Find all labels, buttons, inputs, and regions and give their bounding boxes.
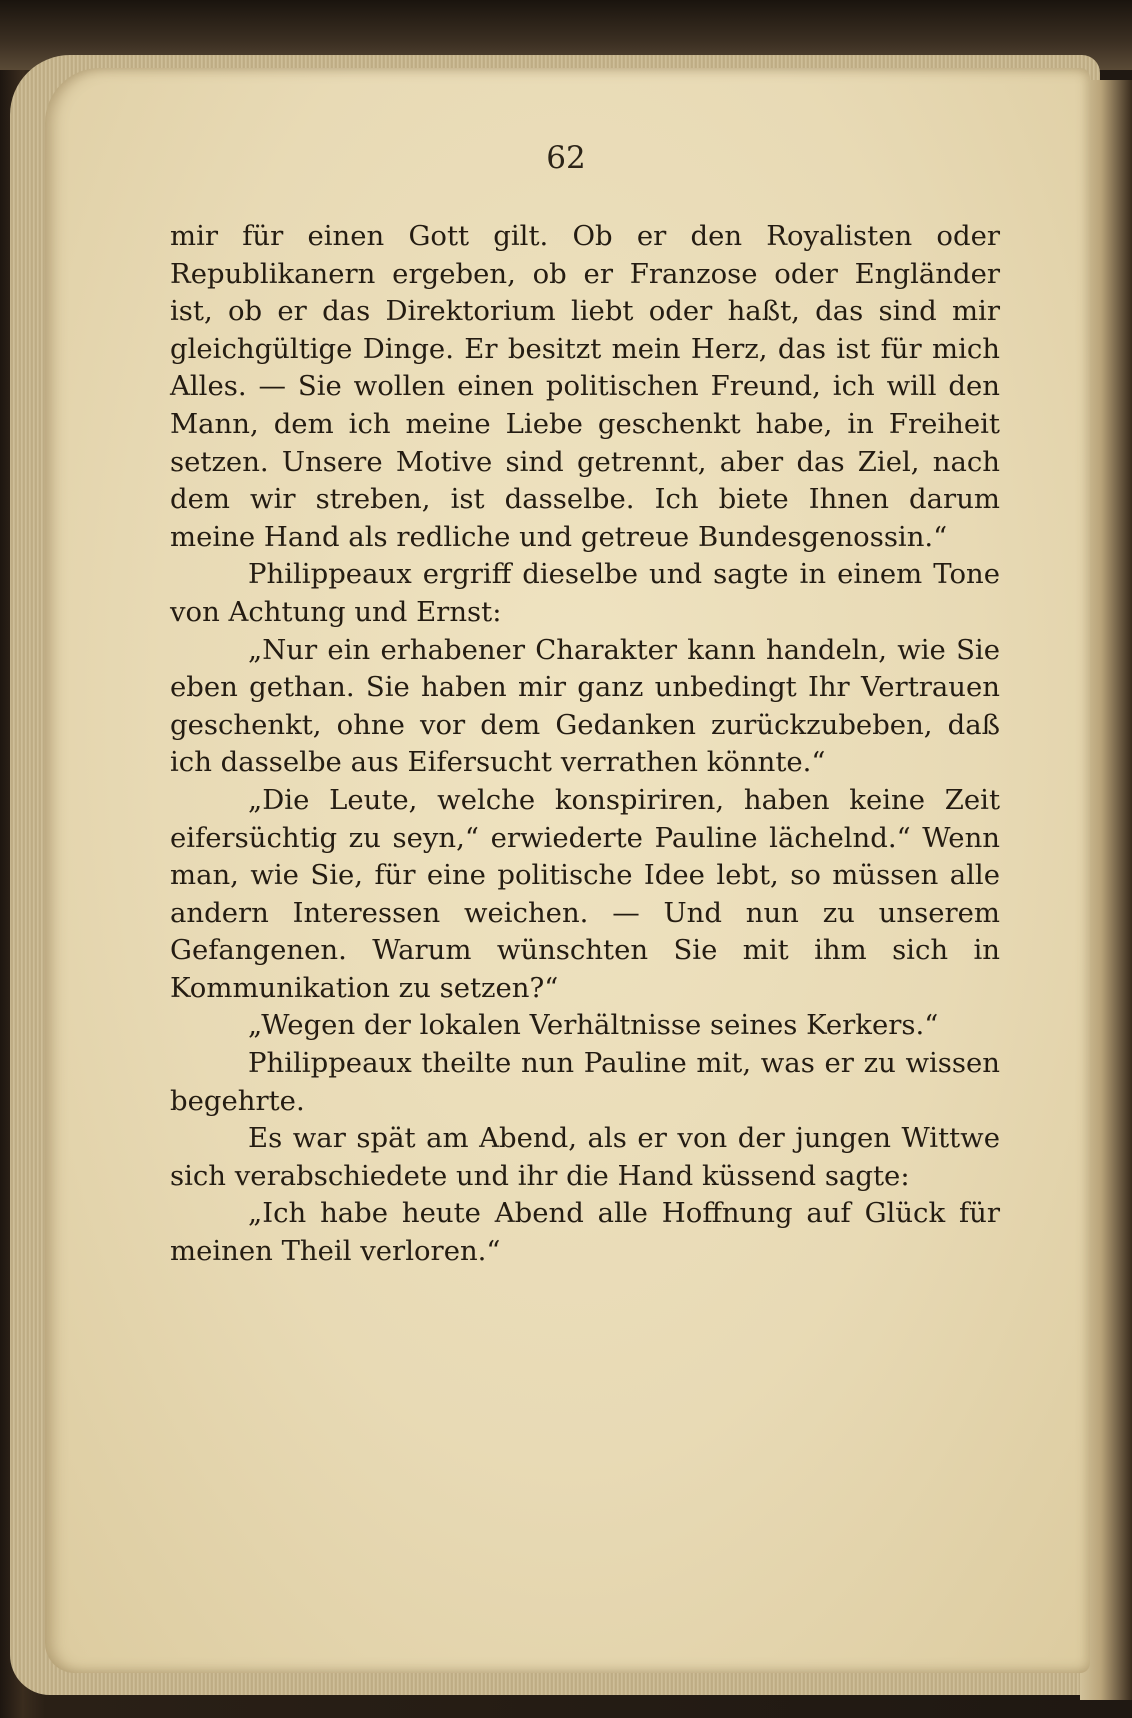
paragraph-4: „Die Leute, welche konspiriren, haben keine Zeit eifersüchtig zu seyn,“ erwiederte Pauline lächelnd.“ Wenn man, wie Sie, für eine politische Idee lebt, so müssen alle andern Interessen weichen. — Und nun zu unserem Gefangenen. Warum wünschten Sie mit ihm sich in Kommunikation zu setzen?“ bbox=[170, 783, 1000, 1004]
paragraph-6: Philippeaux theilte nun Pauline mit, was er zu wissen begehrte. bbox=[170, 1047, 1000, 1117]
paragraph-1: mir für einen Gott gilt. Ob er den Royalisten oder Republikanern ergeben, ob er Franzose oder Engländer ist, ob er das Direktorium liebt oder haßt, das sind mir gleichgültige Dinge. Er besitzt mein Herz, das ist für mich Alles. — Sie wollen einen politischen Freund, ich will den Mann, dem ich meine Liebe geschenkt habe, in Freiheit setzen. Unsere Motive sind getrennt, aber das Ziel, nach dem wir streben, ist dasselbe. Ich biete Ihnen darum meine Hand als redliche und getreue Bundesgenossin.“ bbox=[170, 220, 1000, 553]
paragraph-8: „Ich habe heute Abend alle Hoffnung auf Glück für meinen Theil verloren.“ bbox=[170, 1197, 1000, 1268]
paragraph-3: „Nur ein erhabener Charakter kann handeln, wie Sie eben gethan. Sie haben mir ganz unbedingt Ihr Vertrauen geschenkt, ohne vor dem Gedanken zurückzubeben, daß ich dasselbe aus Eifersucht verrathen könnte.“ bbox=[170, 633, 1000, 779]
paragraph-2: Philippeaux ergriff dieselbe und sagte in einem Tone von Achtung und Ernst: bbox=[170, 558, 1000, 628]
body-text bbox=[170, 218, 1000, 1271]
page-number: 62 bbox=[546, 140, 586, 176]
paragraph-5: „Wegen der lokalen Verhältnisse seines Kerkers.“ bbox=[248, 1009, 939, 1042]
paragraph-7: Es war spät am Abend, als er von der jungen Wittwe sich verabschiedete und ihr die Hand küssend sagte: bbox=[170, 1122, 1000, 1192]
